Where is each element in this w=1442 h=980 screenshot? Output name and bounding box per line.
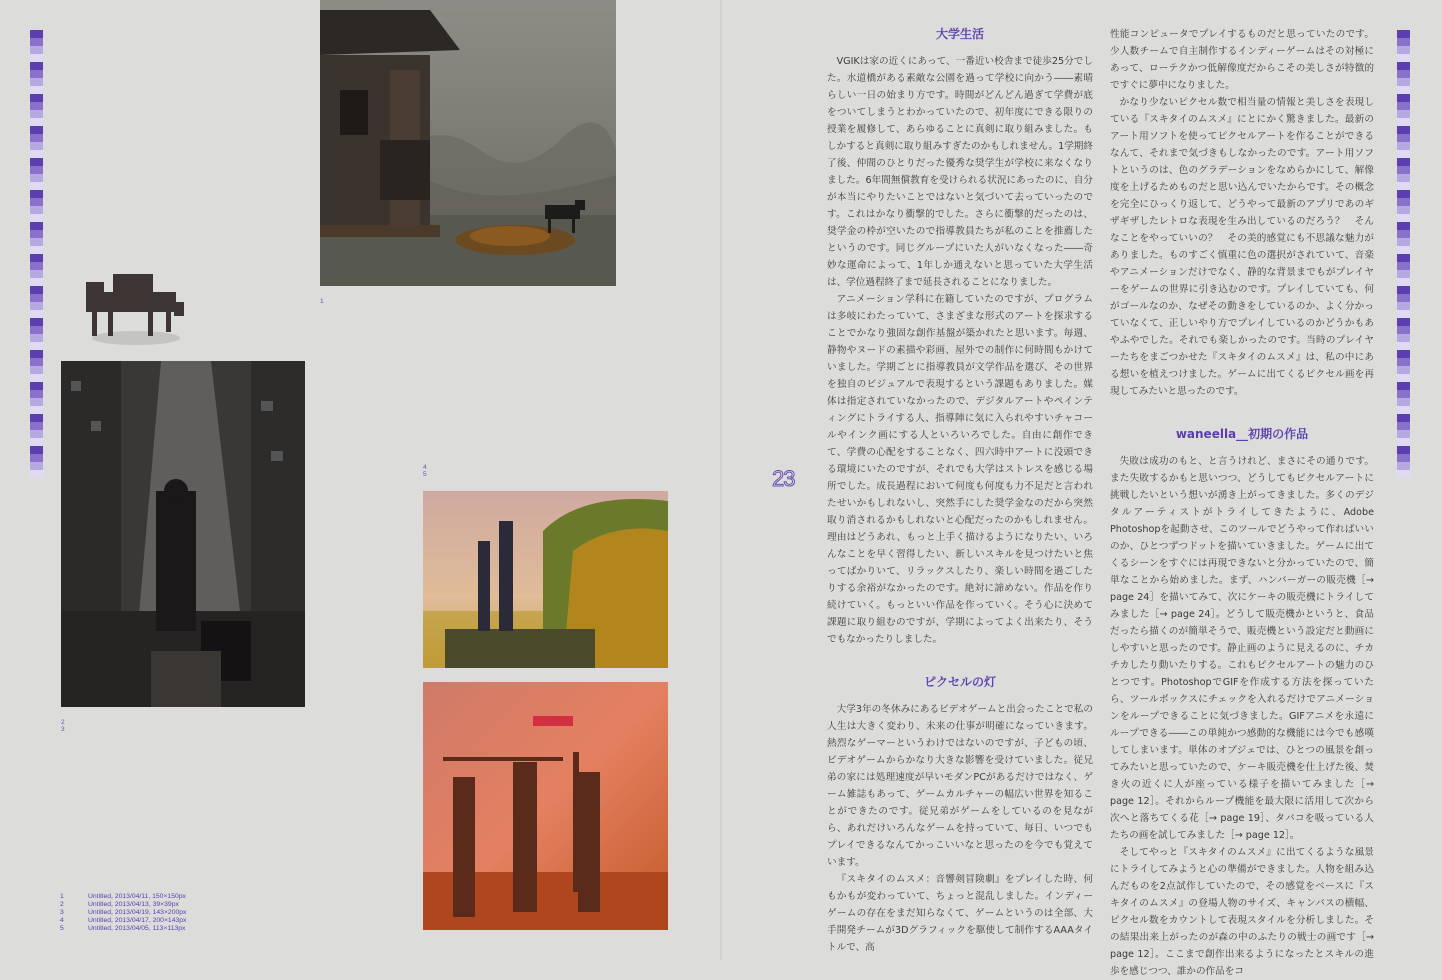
color-bar-swatch: [30, 310, 43, 318]
color-bar-swatch: [1397, 230, 1410, 238]
color-bar-swatch: [30, 206, 43, 214]
color-bar-swatch: [30, 414, 43, 422]
color-bar-block: [1397, 30, 1410, 62]
color-bar-swatch: [1397, 38, 1410, 46]
caption-row: [60, 901, 186, 909]
color-bar-swatch: [1397, 414, 1410, 422]
color-bar-swatch: [30, 94, 43, 102]
color-bar-swatch: [1397, 94, 1410, 102]
color-bar-block: [1397, 94, 1410, 126]
caption-row: [60, 893, 186, 901]
color-bar-swatch: [1397, 430, 1410, 438]
color-bar-swatch: [1397, 86, 1410, 94]
caption-row: [60, 917, 186, 925]
color-bar-swatch: [1397, 278, 1410, 286]
heading-pixel-light: ピクセルの灯: [923, 675, 996, 689]
color-bar-swatch: [1397, 462, 1410, 470]
color-bar-swatch: [1397, 358, 1410, 366]
caption-number: 3: [60, 909, 64, 916]
color-bar-swatch: [30, 134, 43, 142]
color-bar-swatch: [1397, 70, 1410, 78]
color-bar-swatch: [30, 358, 43, 366]
color-bar-swatch: [1397, 422, 1410, 430]
paragraph: 性能コンピュータでプレイするものだと思っていたのです。少人数チームで自主制作するインディーゲームはその対極にあって、ローテクかつ低解像度だからこその美しさが特徴的ですぐに夢中になりました。: [1110, 29, 1374, 91]
color-bar-swatch: [30, 326, 43, 334]
color-bar-swatch: [30, 230, 43, 238]
color-bar-swatch: [1397, 246, 1410, 254]
caption-number: 4: [60, 917, 64, 924]
paragraph: そしてやっと『スキタイのムスメ』に出てくるような風景にトライしてみようと心の準備ができました。人物を組み込んだものを2点試作していたので、その感覚をベースに『スキタイのムスメ』の登場人物のサイズ、キャンバスの横幅、ピクセル数をカウントして表現スタイルを分析しました。その結果出来上がったのが森の中のふたりの戦士の画です［→ page 12］。ここまで創作出来るようになったとスキルの進歩を感じつつ、誰かの作品をコ: [1110, 847, 1374, 977]
color-bar-swatch: [30, 446, 43, 454]
color-bar-swatch: [30, 30, 43, 38]
color-bar-swatch: [30, 374, 43, 382]
color-bar-swatch: [30, 270, 43, 278]
text-column-2: [1110, 26, 1374, 980]
color-bar-swatch: [30, 78, 43, 86]
color-bar-swatch: [1397, 214, 1410, 222]
color-bar-swatch: [30, 438, 43, 446]
paragraph: 大学3年の冬休みにあるビデオゲームと出会ったことで私の人生は大きく変わり、未来の仕事が明確になっていきます。熱烈なゲーマーというわけではないのですが、子どもの頃、ビデオゲームからかなり大きな影響を受けていました。従兄弟の家には処理速度が早いモダンPCがあるだけではなく、ゲーム雑誌もあって、ゲームカルチャーの幅広い世界を知ることができたのです。従兄弟がゲームをしているのを見ながら、あれだけいろんなゲームを持っていて、毎日、いつでもプレイできるなんてかっこいいなと思ったのを今でも覚えています。: [827, 704, 1093, 868]
figure-number-3: 3: [61, 726, 65, 733]
color-bar-swatch: [30, 430, 43, 438]
color-bar-swatch: [1397, 190, 1410, 198]
color-bar-swatch: [30, 182, 43, 190]
color-bar-swatch: [1397, 406, 1410, 414]
artwork-dark-city: [61, 361, 305, 707]
color-bar-swatch: [30, 46, 43, 54]
heading-early-works: waneella__初期の作品: [1175, 427, 1309, 441]
color-bar-swatch: [1397, 366, 1410, 374]
color-bar-swatch: [1397, 174, 1410, 182]
color-bar-block: [30, 62, 43, 94]
text-column-1: [827, 26, 1093, 956]
color-bar-block: [30, 350, 43, 382]
color-bar-swatch: [30, 38, 43, 46]
caption-number: 5: [60, 925, 64, 932]
color-bar-block: [1397, 254, 1410, 286]
color-bar-swatch: [1397, 454, 1410, 462]
color-bar-swatch: [1397, 158, 1410, 166]
color-bar-swatch: [1397, 150, 1410, 158]
color-bar-swatch: [30, 174, 43, 182]
color-bar-block: [1397, 318, 1410, 350]
color-bar-swatch: [1397, 142, 1410, 150]
color-bar-swatch: [1397, 342, 1410, 350]
color-bar-swatch: [30, 398, 43, 406]
color-bar-swatch: [1397, 238, 1410, 246]
color-bar-block: [1397, 190, 1410, 222]
color-bar-swatch: [1397, 262, 1410, 270]
color-bar-swatch: [1397, 334, 1410, 342]
color-bar-swatch: [30, 262, 43, 270]
caption-row: [60, 909, 186, 917]
color-bar-swatch: [30, 278, 43, 286]
color-bar-block: [30, 222, 43, 254]
color-bar-swatch: [1397, 302, 1410, 310]
caption-number: 2: [60, 901, 64, 908]
caption-text: Untitled, 2013/04/11, 150×150px: [88, 893, 186, 900]
artwork-small-wolf: [78, 262, 190, 348]
figure-captions: [60, 893, 186, 933]
color-bar-swatch: [1397, 398, 1410, 406]
color-bar-swatch: [1397, 166, 1410, 174]
color-bar-swatch: [30, 158, 43, 166]
color-bar-block: [30, 446, 43, 478]
color-bar-swatch: [1397, 310, 1410, 318]
paragraph: アニメーション学科に在籍していたのですが、プログラムは多岐にわたっていて、さまざまな形式のアートを探求することでかなり強固な創作基盤が築かれたと思います。毎週、静物やヌードの素描や彩画、屋外での制作に何時間もかけていました。学期ごとに指導教員が文学作品を選び、その世界を独自のビジュアルで表現するという課題もありました。媒体は指定されていなかったので、デジタルアートやペインティングにトライする人、指導陣に気に入られやすいチャコールやインク画にする人といろいろでした。自由に創作できて、学費の心配をすることなく、四六時中アートに没頭できる環境にいたのですが、それでも大学はストレスを感じる場所でした。成長過程において何度も何度も力不足だと言われたせいかもしれないし、突然手にした奨学金なのだから突然取り消されるかもしれないと心配だったのかもしれません。理由はどうあれ、もっと上手く描けるようになりたい、いろんなことを早く習得したい、新しいスキルを見つけたいと焦ってばかりいて、リラックスしたり、楽しい時間を過ごしたりする余裕がなかったのです。絶対に諦めない。作品を作り続けていく。もっといい作品を作っていく。そう心に決めて課題に取り組むのですが、学期によってよく出来たり、そうでもなかったりしました。: [827, 294, 1093, 645]
page-gutter: [720, 0, 722, 960]
color-bar-swatch: [1397, 222, 1410, 230]
artwork-warriors-sunset: [423, 682, 668, 930]
color-bar-block: [1397, 286, 1410, 318]
color-bar-swatch: [30, 366, 43, 374]
color-bar-swatch: [30, 454, 43, 462]
color-bar-swatch: [30, 350, 43, 358]
color-bar-swatch: [1397, 182, 1410, 190]
paragraph: VGIKは家の近くにあって、一番近い校舎まで徒歩25分でした。水道橋がある素敵な公園を過って学校に向かう――素晴らしい一日の始まり方です。時間がどんどん過ぎて学費が底をついてしまうとわかっていたので、初年度にできる限りの授業を履修して、あらゆることに真剣に取り組みました。もしかすると真剣に取り組みすぎたのかもしれません。1学期終了後、仲間のひとりだった優秀な奨学生が学校に来なくなりました。6年間無償教育を受けられる状況にあったのに、自分が本当にやりたいことではないと気づいて去っていったのです。これはかなり衝撃的でした。さらに衝撃的だったのは、奨学金の枠が空いたので指導教員たちが私のことを推薦したというのです。同じグループにいた人がいなくなった――奇妙な運命によって、1年しか通えないと思っていた大学生活は、学位過程終了まで延長されることになりました。: [827, 56, 1093, 288]
color-bar-swatch: [1397, 438, 1410, 446]
color-bar-block: [30, 30, 43, 62]
caption-text: Untitled, 2013/04/19, 143×200px: [88, 909, 187, 916]
figure-number-5: 5: [423, 471, 427, 478]
color-bar-block: [1397, 382, 1410, 414]
color-bar-swatch: [1397, 446, 1410, 454]
color-bar-swatch: [1397, 382, 1410, 390]
color-bar-swatch: [30, 190, 43, 198]
color-bar-swatch: [30, 198, 43, 206]
color-bar-swatch: [30, 150, 43, 158]
color-bar-swatch: [30, 406, 43, 414]
color-bar-swatch: [1397, 318, 1410, 326]
color-bar-swatch: [1397, 110, 1410, 118]
color-bar-block: [30, 94, 43, 126]
color-bar-swatch: [1397, 350, 1410, 358]
color-bar-swatch: [1397, 470, 1410, 478]
paragraph: かなり少ないピクセル数で相当量の情報と美しさを表現している『スキタイのムスメ』にとにかく驚きました。最新のアート用ソフトを使ってピクセルアートを作ることができるなんて、それまで気づきもしなかったのです。アート用ソフトというのは、色のグラデーションをなめらかにして、解像度を上げるためものだと思い込んでいたからです。その概念を完全にひっくり返して、どうやって最新のアプリであのギザギザしたレトロな表現を生み出しているのだろう？ そんなことをやっていいの？ その美的感覚にも不思議な魅力がありました。ものすごく慎重に色の選択がされていて、音楽やアニメーションだけでなく、静的な背景までもがプレイヤーをゲームの世界に引き込むのです。プレイしていても、何がゴールなのか、なぜその動きをしているのか、よく分かっていなくて、正しいやり方でプレイしているのかどうかもあやふやでした。それでも楽しかったのです。当時のプレイヤーたちをまごつかせた『スキタイのムスメ』は、私の中にある想いを植えつけました。ゲームに出てくるピクセル画を再現してみたいと思ったのです。: [1110, 97, 1374, 397]
color-bar-swatch: [30, 422, 43, 430]
color-bar-swatch: [30, 334, 43, 342]
color-bar-swatch: [30, 294, 43, 302]
color-bar-swatch: [30, 390, 43, 398]
color-bar-swatch: [30, 70, 43, 78]
color-bar-swatch: [30, 166, 43, 174]
color-bar-block: [1397, 414, 1410, 446]
figure-number-2: 2: [61, 719, 65, 726]
color-bar-swatch: [1397, 54, 1410, 62]
color-bar-swatch: [1397, 270, 1410, 278]
color-bar-swatch: [1397, 102, 1410, 110]
caption-row: [60, 925, 186, 933]
color-bar-block: [30, 126, 43, 158]
page-number: 23: [772, 466, 795, 491]
color-bar-swatch: [30, 110, 43, 118]
color-bar-swatch: [30, 318, 43, 326]
caption-text: Untitled, 2013/04/13, 39×39px: [88, 901, 179, 908]
color-bar-swatch: [30, 462, 43, 470]
caption-number: 1: [60, 893, 64, 900]
color-bar-block: [30, 414, 43, 446]
color-bar-swatch: [1397, 62, 1410, 70]
color-bar-block: [30, 190, 43, 222]
figure-number-4-5: [423, 464, 427, 478]
color-bar-swatch: [30, 62, 43, 70]
color-bar-swatch: [30, 54, 43, 62]
color-bar-swatch: [1397, 198, 1410, 206]
color-bar-swatch: [30, 286, 43, 294]
color-bar-swatch: [30, 246, 43, 254]
paragraph: 『スキタイのムスメ：音響剣冒険劇』をプレイした時、何もかもが変わっていて、ちょっと混乱しました。インディーゲームの存在をまだ知らなくて、ゲームというのは全部、大手開発チームが3Dグラフィックを駆使して制作するAAAタイトルで、高: [827, 874, 1093, 953]
color-bar-swatch: [1397, 374, 1410, 382]
color-bar-block: [30, 318, 43, 350]
color-bar-swatch: [1397, 390, 1410, 398]
color-bar-swatch: [30, 254, 43, 262]
right-edge-color-bar: [1397, 30, 1410, 478]
color-bar-swatch: [1397, 126, 1410, 134]
color-bar-swatch: [30, 222, 43, 230]
left-edge-color-bar: [30, 30, 43, 478]
color-bar-block: [1397, 350, 1410, 382]
artwork-figures-on-cliff: [423, 491, 668, 668]
color-bar-block: [30, 382, 43, 414]
color-bar-swatch: [1397, 294, 1410, 302]
color-bar-swatch: [30, 342, 43, 350]
color-bar-swatch: [1397, 286, 1410, 294]
color-bar-swatch: [1397, 46, 1410, 54]
color-bar-block: [1397, 158, 1410, 190]
color-bar-block: [30, 286, 43, 318]
color-bar-swatch: [30, 238, 43, 246]
color-bar-swatch: [30, 86, 43, 94]
color-bar-swatch: [30, 118, 43, 126]
figure-number-1: 1: [320, 298, 324, 305]
color-bar-swatch: [30, 470, 43, 478]
color-bar-swatch: [1397, 30, 1410, 38]
figure-number-4: 4: [423, 464, 427, 471]
color-bar-block: [30, 254, 43, 286]
color-bar-swatch: [30, 382, 43, 390]
color-bar-block: [1397, 446, 1410, 478]
heading-university-life: 大学生活: [935, 27, 984, 41]
color-bar-swatch: [30, 214, 43, 222]
figure-number-2-3: [61, 719, 65, 733]
color-bar-swatch: [30, 102, 43, 110]
color-bar-swatch: [1397, 118, 1410, 126]
caption-text: Untitled, 2013/04/05, 113×113px: [88, 925, 186, 932]
color-bar-swatch: [30, 126, 43, 134]
color-bar-swatch: [1397, 326, 1410, 334]
color-bar-swatch: [30, 142, 43, 150]
color-bar-swatch: [1397, 78, 1410, 86]
color-bar-swatch: [30, 302, 43, 310]
color-bar-block: [1397, 62, 1410, 94]
color-bar-swatch: [1397, 254, 1410, 262]
color-bar-block: [1397, 222, 1410, 254]
caption-text: Untitled, 2013/04/17, 200×143px: [88, 917, 187, 924]
color-bar-swatch: [1397, 206, 1410, 214]
artwork-house-in-rain: [320, 0, 616, 286]
color-bar-swatch: [1397, 134, 1410, 142]
color-bar-block: [30, 158, 43, 190]
color-bar-block: [1397, 126, 1410, 158]
paragraph: 失敗は成功のもと、と言うけれど、まさにその通りです。また失敗するかもと思いつつ、どうしてもピクセルアートに挑戦したいという想いが湧き上がってきました。多くのデジタルアーティストがトライしてきたように、Adobe Photoshopを起動させ、このツールでどうやって作ればいいのか、ひとつずつドットを描いていきました。ゲームに出てくるシーンをすぐには再現できないと分かっていたので、簡単なことから始めました。まず、ハンバーガーの販売機［→ page 24］を描いてみて、次にケーキの販売機にトライしてみました［→ page 24］。どうして販売機かというと、食品だったら描くのが簡単そうで、販売機という設定だと動画にしやすいと思ったのです。静止画のように見えるのに、チカチカしたり動いたりする。これもピクセルアートの魅力のひとつです。PhotoshopでGIFを作成する方法を探っていたら、ツールボックスにチェックを入れるだけでアニメーションをループできることに気づきました。GIFアニメを永遠にループできる――この単純かつ感動的な機能には今でも感嘆してしまいます。単体のオブジェでは、ひとつの風景を創ってみたいと思っていたので、ケーキ販売機を仕上げた後、焚き火の近くに人が座っている様子を描いてみました［→ page 12］。それからループ機能を最大限に活用して次から次へと落ちてくる花［→ page 19］、タバコを吸っている人たちの画を試してみました［→ page 12］。: [1110, 456, 1374, 841]
